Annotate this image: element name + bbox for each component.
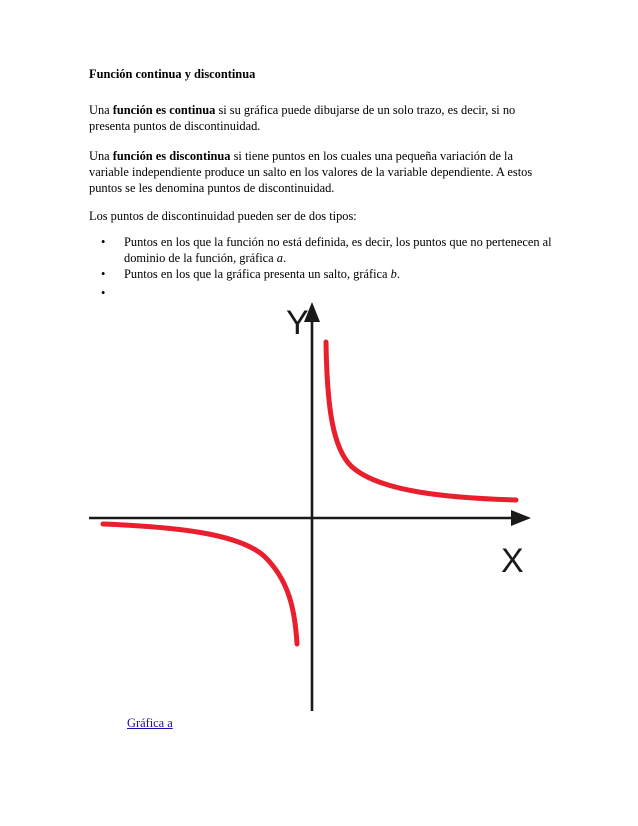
paragraph-continuous bbox=[89, 102, 551, 134]
bullet-list bbox=[89, 234, 559, 300]
curve-upper-right bbox=[326, 342, 516, 500]
bullet-item bbox=[89, 266, 559, 282]
paragraph-types: Los puntos de discontinuidad pueden ser de dos tipos: bbox=[89, 209, 357, 223]
x-axis-label: X bbox=[501, 542, 524, 580]
y-axis-label: Y bbox=[286, 304, 309, 342]
bullet-dot: • bbox=[101, 235, 106, 249]
paragraph-discontinuous bbox=[89, 148, 551, 196]
p1-post: si su gráfica puede dibujarse de un solo trazo, es decir, si no presenta puntos de discontinuidad. bbox=[89, 103, 516, 133]
p2-post: si tiene puntos en los cuales una pequeña variación de la variable independiente produce un salto en los valores de la variable dependiente. A estos puntos se les denomina puntos de discontinuidad. bbox=[89, 149, 533, 195]
bullet-text: Puntos en los que la función no está definida, es decir, los puntos que no pertenecen al dominio de la función, gráfica bbox=[124, 235, 552, 265]
p1-bold: función es continua bbox=[112, 103, 216, 117]
p1-pre: Una bbox=[89, 103, 113, 117]
graph-ref: b bbox=[390, 267, 397, 281]
bullet-end: . bbox=[282, 251, 287, 265]
bullet-dot: • bbox=[101, 286, 106, 300]
bullet-end: . bbox=[396, 267, 400, 281]
bullet-text: Puntos en los que la gráfica presenta un salto, gráfica bbox=[124, 267, 391, 281]
hyperbola-graph bbox=[89, 298, 549, 713]
p2-pre: Una bbox=[89, 149, 113, 163]
bullet-dot: • bbox=[101, 267, 106, 281]
curve-lower-left bbox=[103, 524, 297, 644]
graph-ref: a bbox=[276, 251, 283, 265]
bullet-item bbox=[89, 234, 559, 266]
x-axis-arrow bbox=[511, 510, 531, 526]
figure-caption-link[interactable]: Gráfica a bbox=[127, 716, 173, 730]
p2-bold: función es discontinua bbox=[112, 149, 231, 163]
document-title: Función continua y discontinua bbox=[89, 67, 256, 81]
